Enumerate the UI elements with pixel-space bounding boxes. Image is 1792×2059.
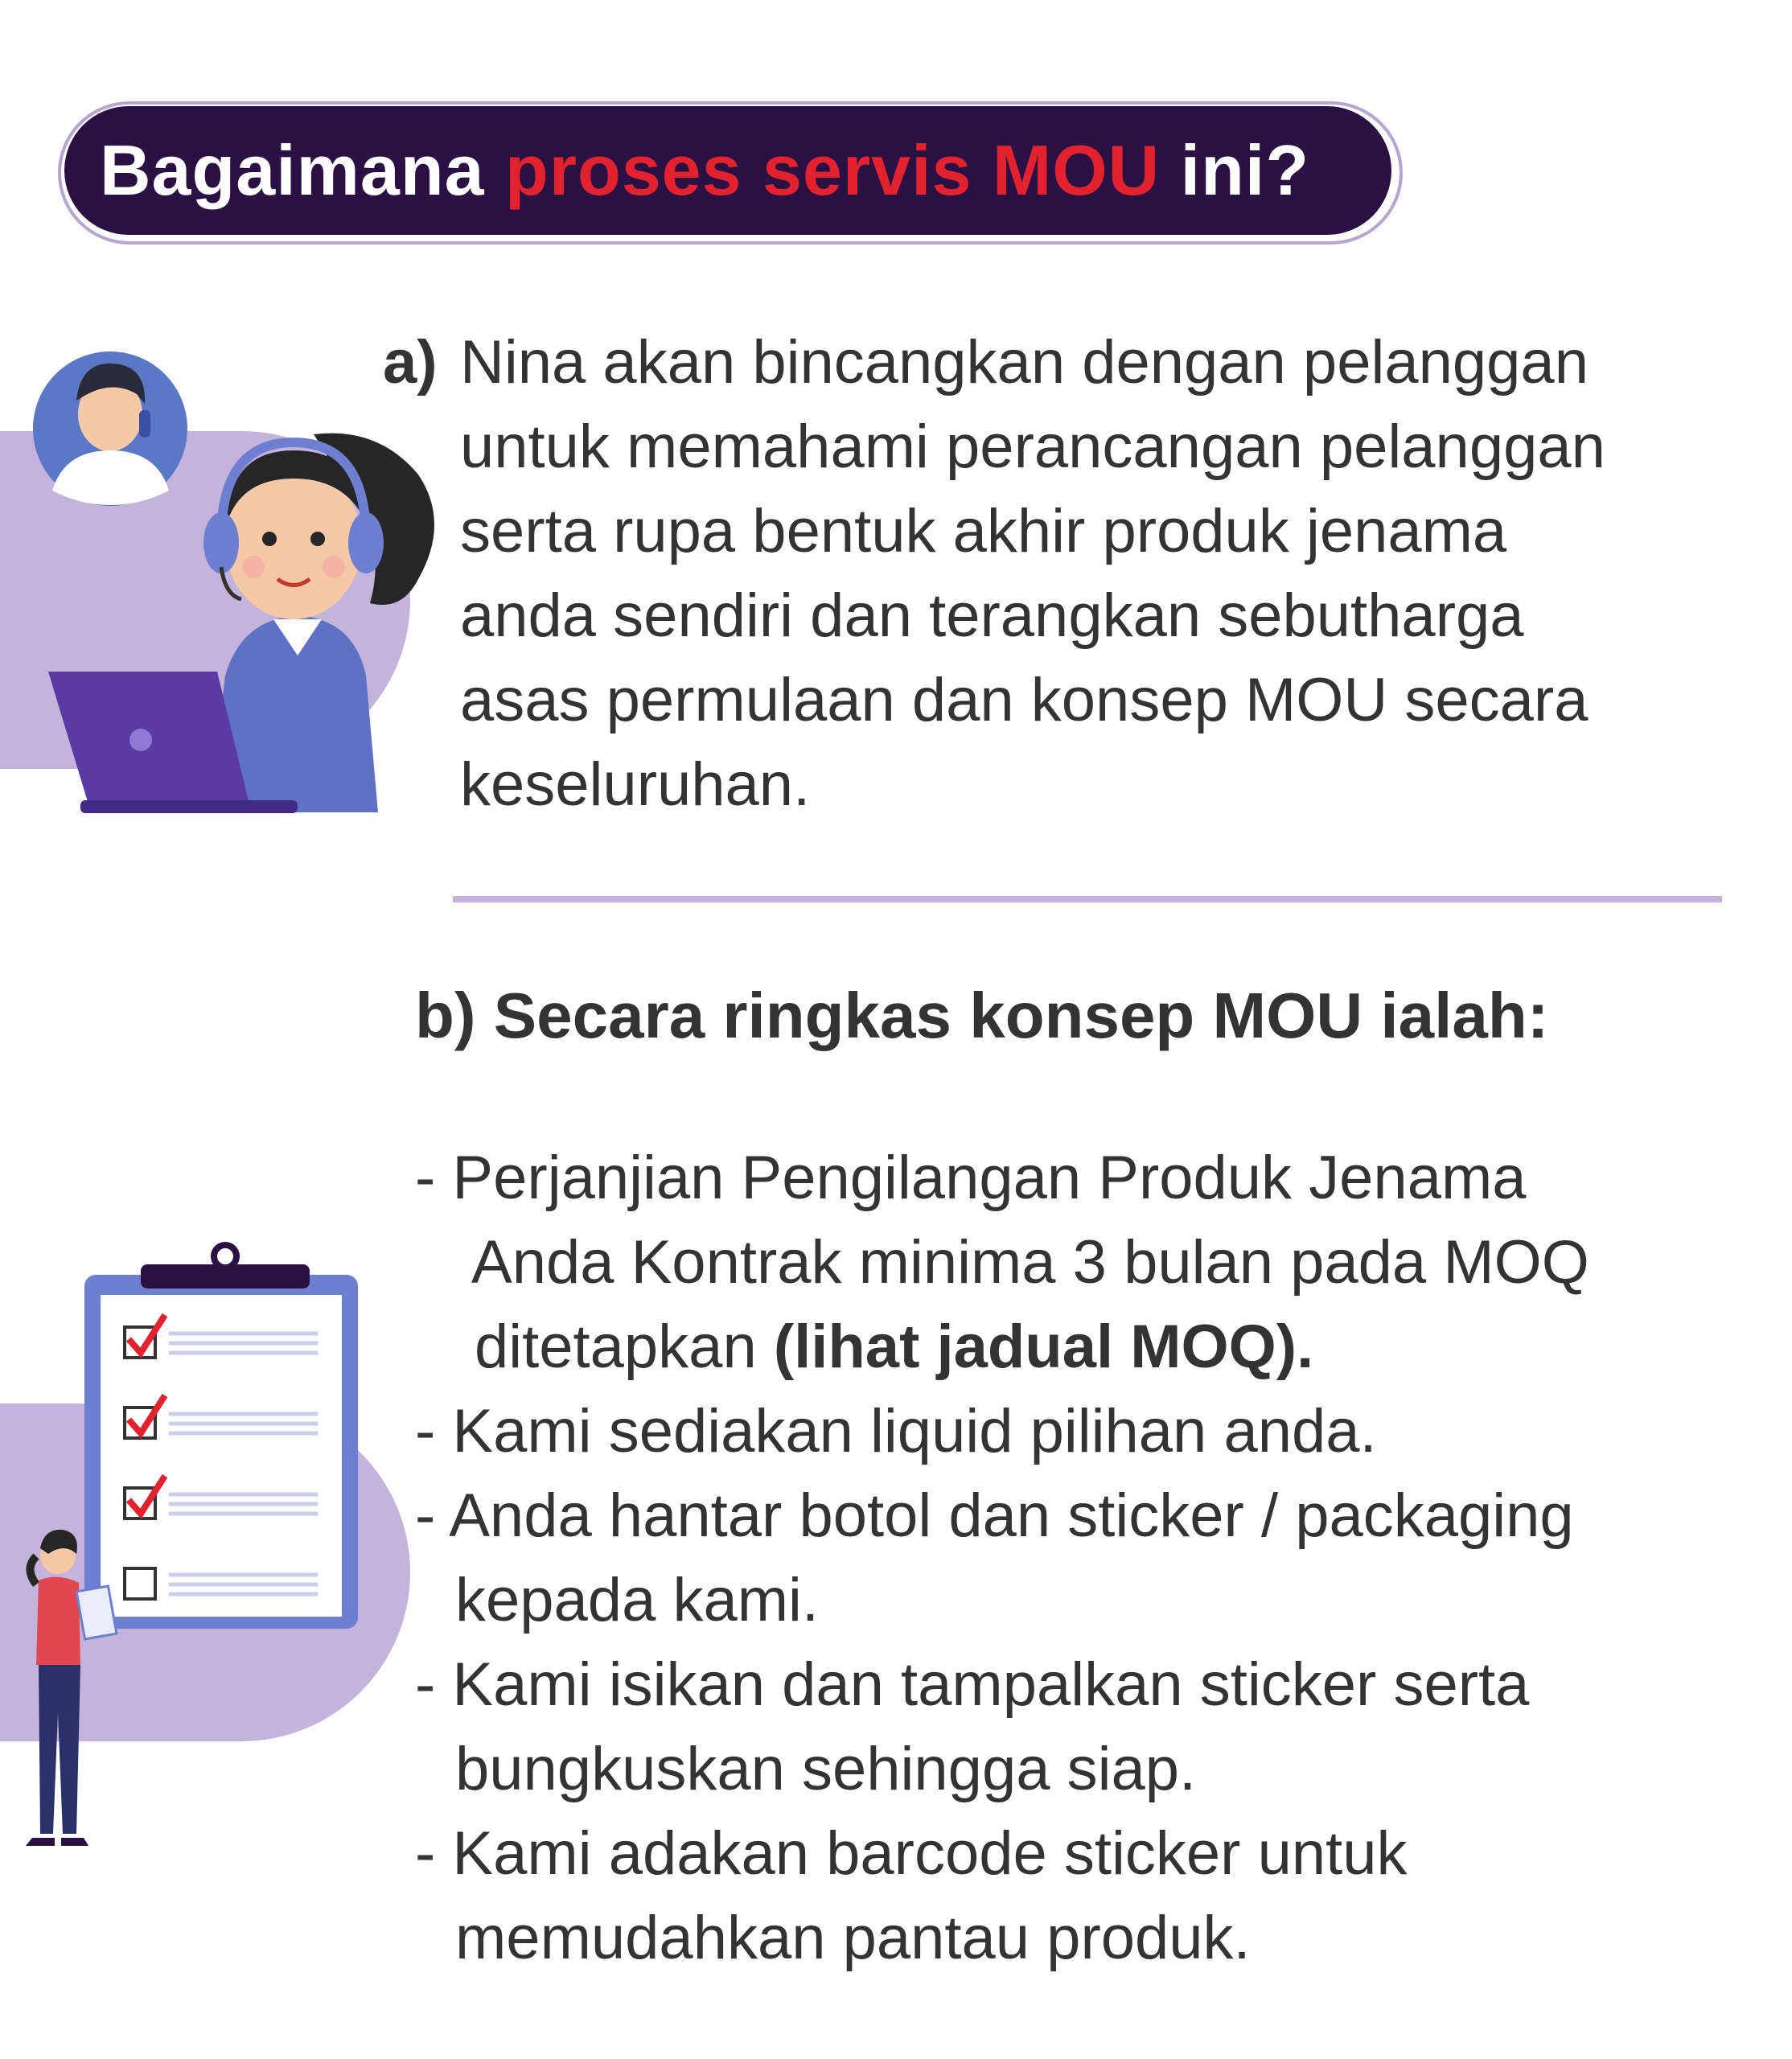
list-item-3-line-2: kepada kami. (455, 1566, 820, 1634)
list-item-4-line-1: - Kami isikan dan tampalkan sticker serta (415, 1650, 1530, 1719)
list-item-1-line-1: - Perjanjian Pengilangan Produk Jenama (415, 1144, 1527, 1212)
section-a-line-4: anda sendiri dan terangkan sebutharga (460, 582, 1524, 650)
title-banner (64, 106, 1391, 235)
list-item-5-line-2: memudahkan pantau produk. (455, 1904, 1251, 1972)
title-highlight: proses servis MOU (504, 130, 1161, 210)
section-a-line-6: keseluruhan. (460, 750, 811, 819)
section-b-heading: b) Secara ringkas konsep MOU ialah: (415, 980, 1549, 1051)
list-item-3-line-1: - Anda hantar botol dan sticker / packaging (415, 1482, 1574, 1550)
caller-avatar-icon (33, 351, 187, 506)
section-a-line-2: untuk memahami perancangan pelanggan (460, 413, 1605, 481)
checklist-clipboard-illustration (0, 1239, 418, 1858)
section-a-line-5: asas permulaan dan konsep MOU secara (460, 666, 1589, 734)
section-divider (453, 896, 1722, 902)
moq-table-reference: (lihat jadual MOQ). (773, 1313, 1314, 1381)
section-a-label: a) (383, 328, 438, 397)
list-item-1-line-3: ditetapkan (lihat jadual MOQ). (475, 1313, 1314, 1381)
section-a-line-3: serta rupa bentuk akhir produk jenama (460, 497, 1507, 565)
list-item-1-line-2: Anda Kontrak minima 3 bulan pada MOQ (471, 1228, 1589, 1297)
list-item-2: - Kami sediakan liquid pilihan anda. (415, 1397, 1377, 1465)
section-a-line-1: Nina akan bincangkan dengan pelanggan (460, 328, 1589, 397)
list-item-4-line-2: bungkuskan sehingga siap. (455, 1735, 1197, 1803)
page-title: Bagaimana proses servis MOU ini? (100, 130, 1310, 210)
customer-service-agent-illustration (0, 338, 450, 820)
list-item-5-line-1: - Kami adakan barcode sticker untuk (415, 1819, 1408, 1888)
